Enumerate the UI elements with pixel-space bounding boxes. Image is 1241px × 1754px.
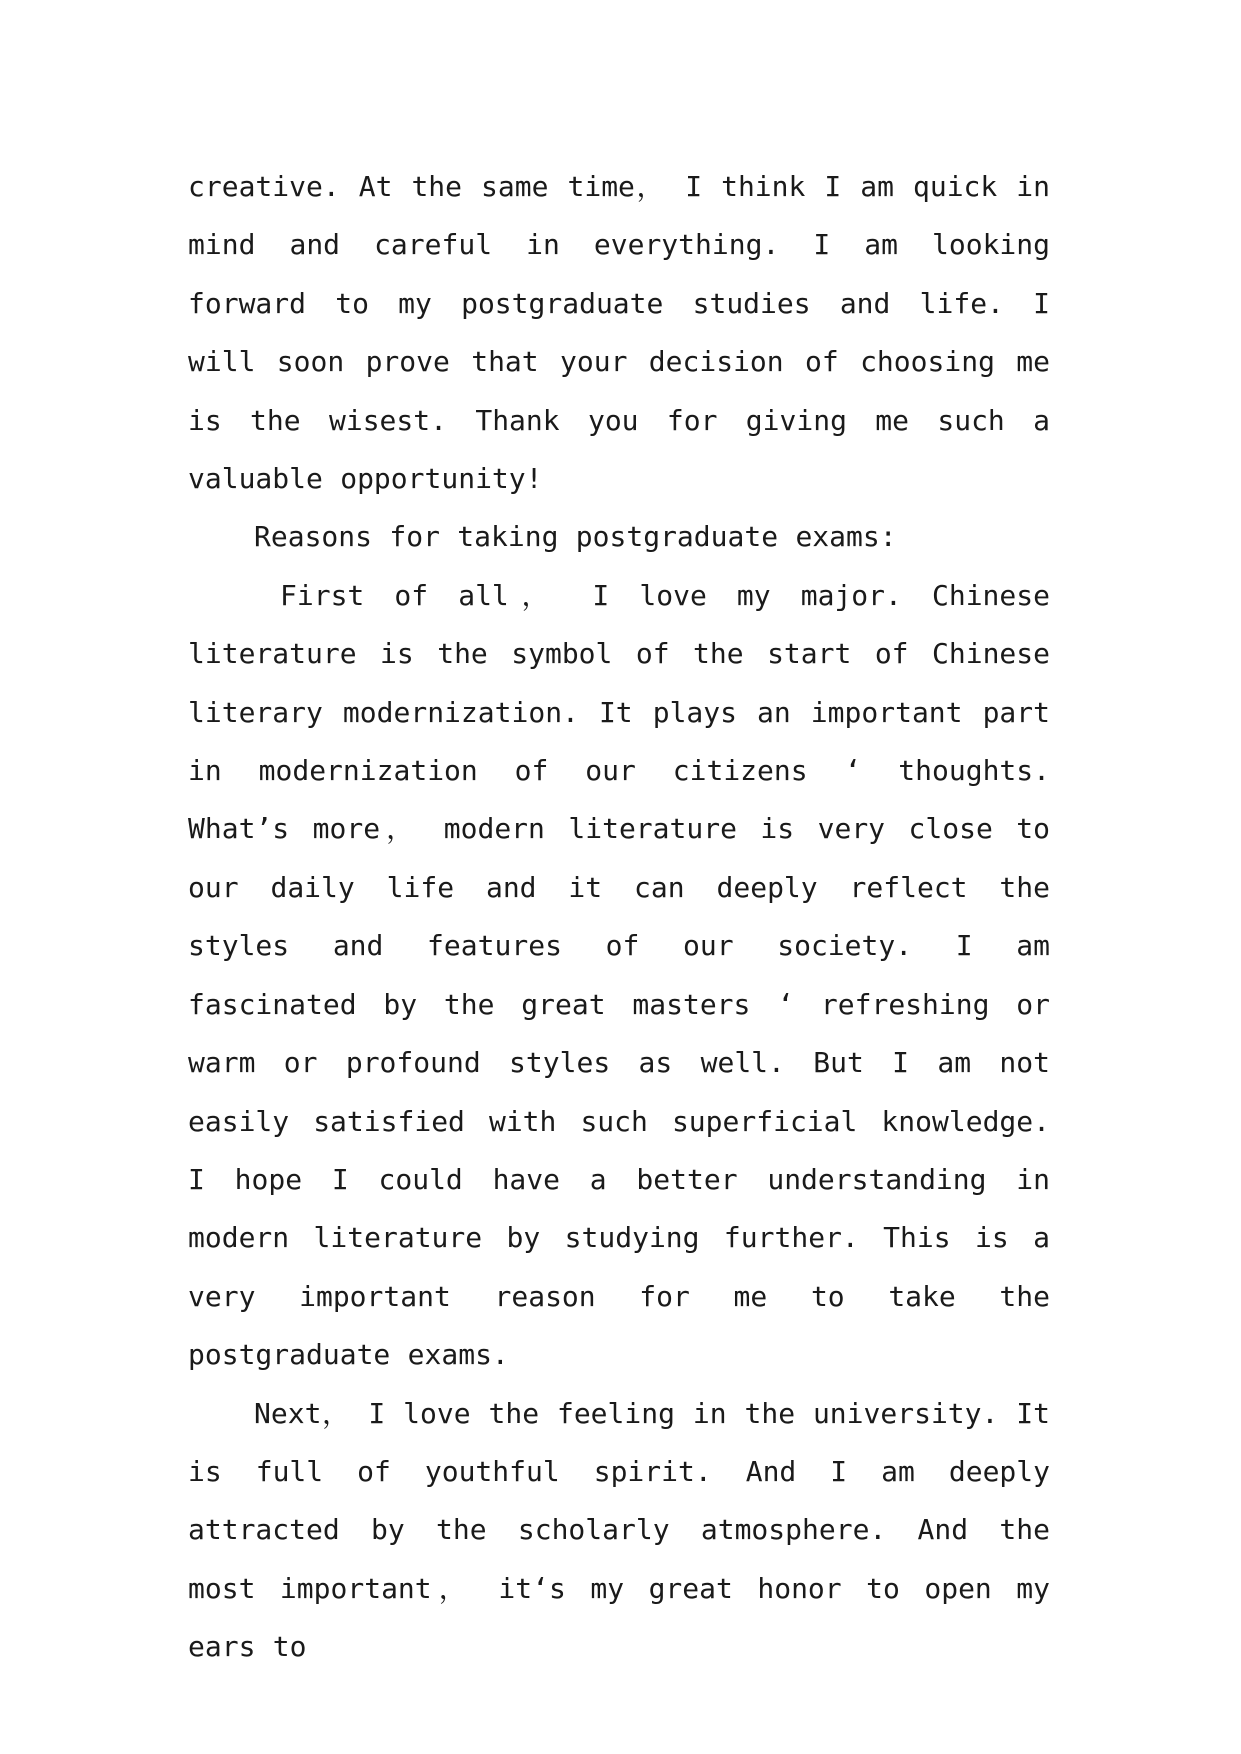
paragraph-first-reason: First of all， I love my major. Chinese literature is the symbol of the start of Chinese literary modernization. It plays an important part in modernization of our citizens ‘ thoughts. What’s more， modern literature is very close to our daily life and it can deeply reflect the styles and features of our society. I am fascinated by the great masters ‘ refreshing or warm or profound styles as well. But I am not easily satisfied with such superficial knowledge. I hope I could have a better understanding in modern literature by studying further. This is a very important reason for me to take the postgraduate exams. [188, 578, 1050, 1372]
paragraph-continuation: creative. At the same time， I think I am quick in mind and careful in everything. I am looking forward to my postgraduate studies and life. I will soon prove that your decision of choosing me is the wisest. Thank you for giving me such a valuable opportunity! [188, 170, 1050, 496]
document-body [188, 158, 1050, 1677]
paragraph-next-reason: Next， I love the feeling in the university. It is full of youthful spirit. And I am deeply attracted by the scholarly atmosphere. And the most important， it‘s my great honor to open my ears to [188, 1396, 1050, 1664]
paragraph-reasons-heading: Reasons for taking postgraduate exams: [254, 520, 897, 554]
